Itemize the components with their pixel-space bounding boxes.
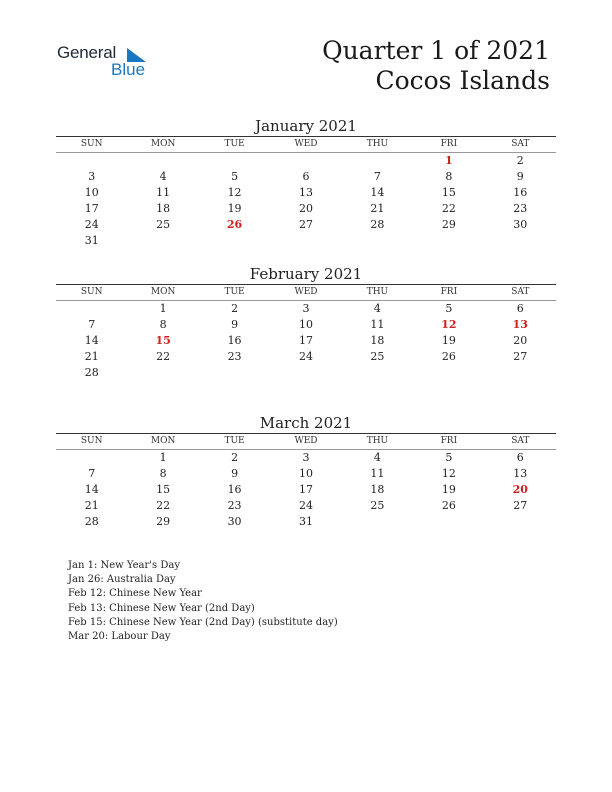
day-cell: 29 <box>156 515 171 528</box>
day-cell: 31 <box>84 234 99 247</box>
weekday-label: TUE <box>224 139 245 149</box>
day-cell: 3 <box>88 170 96 183</box>
day-cell: 27 <box>513 499 528 512</box>
holiday-day-cell: 13 <box>512 318 528 331</box>
weekday-header-row <box>56 137 556 153</box>
day-cell: 15 <box>156 483 171 496</box>
day-cell: 15 <box>441 186 456 199</box>
day-cell: 12 <box>441 467 456 480</box>
holiday-note: Feb 13: Chinese New Year (2nd Day) <box>68 602 255 614</box>
day-cell <box>413 233 484 249</box>
day-cell: 7 <box>88 318 96 331</box>
holiday-day-cell: 12 <box>441 318 457 331</box>
day-cell: 17 <box>298 334 313 347</box>
day-cell: 10 <box>298 318 313 331</box>
weekday-label: SAT <box>511 139 530 149</box>
weekday-label: SUN <box>80 139 103 149</box>
day-cell: 21 <box>370 202 385 215</box>
weekday-label: WED <box>294 287 318 297</box>
day-cell: 25 <box>370 350 385 363</box>
day-cell: 9 <box>231 467 239 480</box>
weekday-label: SAT <box>511 436 530 446</box>
day-cell: 13 <box>513 467 528 480</box>
day-cell: 10 <box>84 186 99 199</box>
day-cell <box>270 153 341 169</box>
week-row <box>56 185 556 201</box>
day-cell: 30 <box>513 218 528 231</box>
holiday-day-cell: 26 <box>226 218 243 231</box>
day-cell: 3 <box>302 451 310 464</box>
day-cell: 8 <box>159 318 167 331</box>
day-cell: 22 <box>156 499 171 512</box>
day-cell: 24 <box>84 218 99 231</box>
day-cell: 3 <box>302 302 310 315</box>
day-cell <box>56 153 127 169</box>
day-cell: 23 <box>513 202 528 215</box>
day-cell: 19 <box>227 202 242 215</box>
day-cell: 28 <box>370 218 385 231</box>
week-row <box>56 482 556 498</box>
day-cell <box>199 365 270 381</box>
region-title: Cocos Islands <box>375 66 550 95</box>
week-row <box>56 317 556 333</box>
holiday-note: Jan 26: Australia Day <box>68 574 176 586</box>
day-cell <box>270 365 341 381</box>
day-cell: 30 <box>227 515 242 528</box>
day-cell: 25 <box>370 499 385 512</box>
week-row <box>56 153 556 169</box>
day-cell <box>413 514 484 530</box>
day-cell: 17 <box>84 202 99 215</box>
week-row <box>56 450 556 466</box>
day-cell: 9 <box>231 318 239 331</box>
day-cell <box>485 365 556 381</box>
day-cell: 6 <box>302 170 310 183</box>
day-cell: 5 <box>231 170 239 183</box>
day-cell <box>127 365 198 381</box>
day-cell <box>413 365 484 381</box>
day-cell: 14 <box>84 483 99 496</box>
week-row <box>56 233 556 249</box>
day-cell: 14 <box>84 334 99 347</box>
day-cell: 16 <box>513 186 528 199</box>
day-cell: 28 <box>84 366 99 379</box>
day-cell: 9 <box>516 170 524 183</box>
day-cell: 17 <box>298 483 313 496</box>
day-cell <box>56 301 127 317</box>
holiday-day-cell: 20 <box>512 483 528 496</box>
week-row <box>56 365 556 381</box>
day-cell: 28 <box>84 515 99 528</box>
day-cell: 8 <box>445 170 453 183</box>
day-cell: 2 <box>231 302 239 315</box>
day-cell <box>342 153 413 169</box>
day-cell: 11 <box>370 467 385 480</box>
day-cell <box>485 233 556 249</box>
day-cell: 26 <box>441 350 456 363</box>
holiday-day-cell: 15 <box>155 334 171 347</box>
week-row <box>56 301 556 317</box>
day-cell: 19 <box>441 483 456 496</box>
day-cell: 19 <box>441 334 456 347</box>
week-row <box>56 498 556 514</box>
quarter-title: Quarter 1 of 2021 <box>322 36 550 65</box>
day-cell: 20 <box>513 334 528 347</box>
day-cell: 2 <box>231 451 239 464</box>
day-cell: 31 <box>298 515 313 528</box>
month-january <box>56 116 556 249</box>
weekday-label: WED <box>294 139 318 149</box>
day-cell: 5 <box>445 302 453 315</box>
day-cell: 1 <box>159 302 167 315</box>
weekday-label: MON <box>150 287 176 297</box>
month-march <box>56 413 556 530</box>
week-row <box>56 514 556 530</box>
day-cell <box>127 153 198 169</box>
weekday-label: SUN <box>80 287 103 297</box>
day-cell: 29 <box>441 218 456 231</box>
day-cell: 27 <box>513 350 528 363</box>
day-cell: 18 <box>370 483 385 496</box>
day-cell: 20 <box>298 202 313 215</box>
weekday-label: TUE <box>224 436 245 446</box>
day-cell: 24 <box>298 499 313 512</box>
week-row <box>56 333 556 349</box>
day-cell <box>342 365 413 381</box>
day-cell <box>342 514 413 530</box>
day-cell: 21 <box>84 499 99 512</box>
weekday-label: FRI <box>440 287 458 297</box>
generalblue-logo <box>57 43 167 83</box>
day-cell: 7 <box>373 170 381 183</box>
week-row <box>56 169 556 185</box>
day-cell: 8 <box>159 467 167 480</box>
week-row <box>56 349 556 365</box>
day-cell: 16 <box>227 483 242 496</box>
day-cell: 23 <box>227 499 242 512</box>
day-cell <box>199 153 270 169</box>
weekday-label: SAT <box>511 287 530 297</box>
day-cell: 25 <box>156 218 171 231</box>
day-cell: 27 <box>298 218 313 231</box>
weekday-label: WED <box>294 436 318 446</box>
weekday-label: THU <box>366 436 389 446</box>
day-cell: 21 <box>84 350 99 363</box>
day-cell: 26 <box>441 499 456 512</box>
weekday-label: FRI <box>440 139 458 149</box>
day-cell: 7 <box>88 467 96 480</box>
weekday-label: THU <box>366 287 389 297</box>
day-cell: 18 <box>370 334 385 347</box>
day-cell: 24 <box>298 350 313 363</box>
holiday-day-cell: 1 <box>445 154 453 167</box>
logo-text-general: General <box>57 43 117 62</box>
day-cell: 22 <box>156 350 171 363</box>
day-cell: 12 <box>227 186 242 199</box>
weekday-header-row <box>56 434 556 450</box>
day-cell: 11 <box>156 186 171 199</box>
month-title: March 2021 <box>259 414 353 432</box>
page-header <box>322 36 550 96</box>
weekday-label: SUN <box>80 436 103 446</box>
weekday-label: MON <box>150 139 176 149</box>
week-row <box>56 466 556 482</box>
month-february <box>56 264 556 381</box>
day-cell: 18 <box>156 202 171 215</box>
day-cell: 5 <box>445 451 453 464</box>
holiday-note: Feb 15: Chinese New Year (2nd Day) (substitute day) <box>68 616 338 628</box>
day-cell: 6 <box>516 302 524 315</box>
weekday-label: THU <box>366 139 389 149</box>
day-cell <box>270 233 341 249</box>
day-cell: 10 <box>298 467 313 480</box>
day-cell: 23 <box>227 350 242 363</box>
day-cell: 1 <box>159 451 167 464</box>
week-row <box>56 201 556 217</box>
day-cell: 6 <box>516 451 524 464</box>
holiday-note: Mar 20: Labour Day <box>68 631 171 643</box>
holiday-note: Feb 12: Chinese New Year <box>68 588 202 600</box>
holiday-notes <box>68 559 338 644</box>
week-row <box>56 217 556 233</box>
day-cell: 4 <box>373 451 381 464</box>
day-cell: 11 <box>370 318 385 331</box>
day-cell <box>56 450 127 466</box>
logo-text-blue: Blue <box>111 60 146 79</box>
day-cell: 13 <box>298 186 313 199</box>
day-cell <box>127 233 198 249</box>
day-cell <box>342 233 413 249</box>
day-cell: 2 <box>516 154 524 167</box>
day-cell: 4 <box>373 302 381 315</box>
month-title: February 2021 <box>249 265 363 283</box>
day-cell: 16 <box>227 334 242 347</box>
weekday-label: MON <box>150 436 176 446</box>
day-cell: 14 <box>370 186 385 199</box>
day-cell <box>199 233 270 249</box>
day-cell <box>485 514 556 530</box>
month-title: January 2021 <box>255 117 357 135</box>
weekday-label: FRI <box>440 436 458 446</box>
weekday-header-row <box>56 285 556 301</box>
day-cell: 22 <box>441 202 456 215</box>
weekday-label: TUE <box>224 287 245 297</box>
day-cell: 4 <box>159 170 167 183</box>
holiday-note: Jan 1: New Year's Day <box>68 560 180 571</box>
